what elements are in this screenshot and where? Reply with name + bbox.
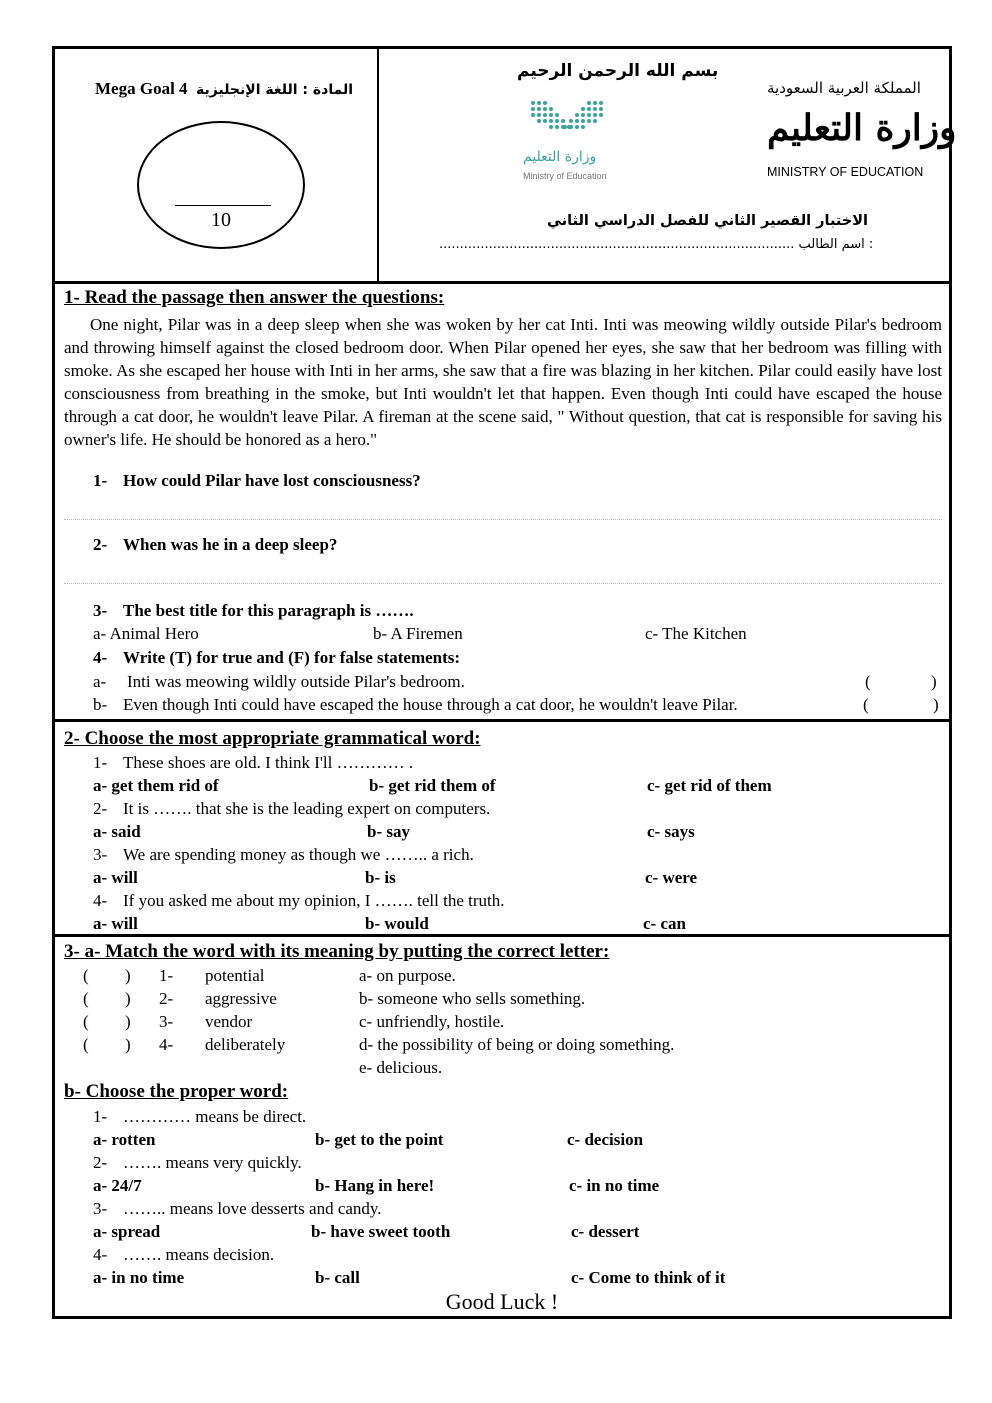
vocab-q1-option-b[interactable]: b- get to the point [315,1130,444,1149]
grammar-q3-number: 3- [93,845,108,864]
grammar-q3-option-c[interactable]: c- were [645,868,698,887]
vocab-q1-option-a[interactable]: a- rotten [93,1130,156,1149]
grammar-q1-option-c[interactable]: c- get rid of them [647,776,772,795]
section3a-heading: 3- a- Match the word with its meaning by putting the correct letter: [64,941,610,962]
match-meaning-c: c- unfriendly, hostile. [359,1012,505,1031]
q3-option-c[interactable]: c- The Kitchen [645,624,747,643]
q4-blank-b-open[interactable]: ( [863,695,869,714]
match3-paren-open[interactable]: ( [83,1012,89,1031]
vocab-q2-option-a[interactable]: a- 24/7 [93,1176,142,1195]
grammar-q2-number: 2- [93,799,108,818]
match-meaning-e: e- delicious. [359,1058,443,1077]
kingdom-title: المملكة العربية السعودية [767,79,921,97]
q4-statement-b: Even though Inti could have escaped the house through a cat door, he wouldn't leave Pilar. [123,695,738,714]
score-blank-line [175,205,271,206]
exam-frame [52,46,957,1319]
q3-option-a[interactable]: a- Animal Hero [93,624,199,643]
grammar-q1-option-a[interactable]: a- get them rid of [93,776,219,795]
match1-paren-close: ) [125,966,131,985]
logo-arabic-text: وزارة التعليم [523,149,597,165]
q3-option-b[interactable]: b- A Firemen [373,624,463,643]
student-name-dots: ...................................................................................... [439,237,795,252]
grammar-q1-text: These shoes are old. I think I'll ………… . [123,753,414,772]
grammar-q2-text: It is ……. that she is the leading expert on computers. [123,799,491,818]
subject-label: المادة : اللغة الإنجليزية [196,82,354,98]
q4-statement-a: Inti was meowing wildly outside Pilar's bedroom. [127,672,465,691]
match4-word: deliberately [205,1035,286,1054]
q3-text: The best title for this paragraph is ……. [123,601,414,620]
grammar-q3-option-a[interactable]: a- will [93,868,138,887]
q4-blank-a-open[interactable]: ( [865,672,871,691]
grammar-q2-option-b[interactable]: b- say [367,822,410,841]
score-panel [55,49,379,281]
section3b-heading: b- Choose the proper word: [64,1081,289,1102]
vocab-q3-option-b[interactable]: b- have sweet tooth [311,1222,451,1241]
match3-word: vendor [205,1012,253,1031]
section2-heading: 2- Choose the most appropriate grammatical word: [64,728,481,749]
vocab-q3-text: …….. means love desserts and candy. [123,1199,382,1218]
section-vocabulary [55,937,949,1319]
q1-answer-line[interactable] [64,519,942,520]
match-meaning-a: a- on purpose. [359,966,456,985]
quiz-title: الاختبار القصير الثاني للفصل الدراسي الثاني [547,213,869,229]
match-meaning-b: b- someone who sells something. [359,989,586,1008]
good-luck-message: Good Luck ! [445,1289,559,1314]
q1-number: 1- [93,471,108,490]
basmala: بسم الله الرحمن الرحيم [517,61,719,81]
vocab-q2-option-b[interactable]: b- Hang in here! [315,1176,435,1195]
section1-heading: 1- Read the passage then answer the questions: [64,287,445,308]
vocab-q3-number: 3- [93,1199,108,1218]
student-name-field[interactable] [439,237,873,252]
grammar-q4-option-c[interactable]: c- can [643,914,686,933]
grammar-q3-text: We are spending money as though we …….. a rich. [123,845,474,864]
vocab-q3-option-a[interactable]: a- spread [93,1222,161,1241]
exam-header [55,49,957,284]
ministry-english-title: MINISTRY OF EDUCATION [767,165,924,179]
vocab-q2-number: 2- [93,1153,108,1172]
subject-line [95,79,353,99]
q1-text: How could Pilar have lost consciousness? [123,471,421,490]
subject-course: Mega Goal 4 [95,79,188,98]
score-oval [137,121,305,249]
grammar-q2-option-a[interactable]: a- said [93,822,141,841]
grammar-q4-option-a[interactable]: a- will [93,914,138,933]
section-grammar [55,722,949,937]
vocab-q2-option-c[interactable]: c- in no time [569,1176,660,1195]
reading-passage: One night, Pilar was in a deep sleep when she was woken by her cat Inti. Inti was meowing wildly outside Pilar's bedroom and throwing himself against the closed bedroom door. When Pilar opened her eyes, she saw that her bedroom was filling with smoke. As she escaped her house with Inti in her arms, she saw that a fire was blazing in her kitchen. Pilar could easily have lost consciousness from breathing in the smoke, but Inti wouldn't let that happen. Even though Inti could have escaped the house through a cat door, he wouldn't leave Pilar. A fireman at the scene said, " Without question, that cat is responsible for saving his owner's life. He should be honored as a hero." [64,315,942,449]
score-total: 10 [211,209,231,231]
q4-statement-a-letter: a- [93,672,107,691]
vocab-q1-text: ………… means be direct. [123,1107,307,1126]
match2-paren-close: ) [125,989,131,1008]
vocab-q1-option-c[interactable]: c- decision [567,1130,644,1149]
q2-text: When was he in a deep sleep? [123,535,338,554]
moe-logo-dots-icon [527,99,607,143]
vocab-q1-number: 1- [93,1107,108,1126]
q2-number: 2- [93,535,108,554]
moe-logo [517,99,617,189]
q3-number: 3- [93,601,108,620]
grammar-q1-option-b[interactable]: b- get rid them of [369,776,496,795]
match4-paren-close: ) [125,1035,131,1054]
match1-number: 1- [159,966,174,985]
match2-word: aggressive [205,989,277,1008]
q4-statement-b-letter: b- [93,695,108,714]
vocab-q4-option-b[interactable]: b- call [315,1268,360,1287]
grammar-q2-option-c[interactable]: c- says [647,822,695,841]
q4-text: Write (T) for true and (F) for false statements: [123,648,461,667]
match1-word: potential [205,966,265,985]
logo-english-text: Ministry of Education [523,171,607,181]
match3-number: 3- [159,1012,174,1031]
match4-paren-open[interactable]: ( [83,1035,89,1054]
grammar-q1-number: 1- [93,753,108,772]
q4-blank-b-close: ) [933,695,939,714]
match3-paren-close: ) [125,1012,131,1031]
match1-paren-open[interactable]: ( [83,966,89,985]
q4-number: 4- [93,648,108,667]
vocab-q4-number: 4- [93,1245,108,1264]
vocab-q3-option-c[interactable]: c- dessert [571,1222,640,1241]
match2-number: 2- [159,989,174,1008]
q2-answer-line[interactable] [64,583,942,584]
vocab-q2-text: ……. means very quickly. [123,1153,302,1172]
grammar-q4-option-b[interactable]: b- would [365,914,429,933]
vocab-q4-option-a[interactable]: a- in no time [93,1268,185,1287]
section-reading [55,281,949,722]
grammar-q4-number: 4- [93,891,108,910]
match2-paren-open[interactable]: ( [83,989,89,1008]
grammar-q3-option-b[interactable]: b- is [365,868,396,887]
vocab-q4-option-c[interactable]: c- Come to think of it [571,1268,726,1287]
vocab-q4-text: ……. means decision. [123,1245,275,1264]
match4-number: 4- [159,1035,174,1054]
q4-blank-a-close: ) [931,672,937,691]
student-name-label: اسم الطالب : [798,237,874,252]
match-meaning-d: d- the possibility of being or doing something. [359,1035,675,1054]
ministry-arabic-title: وزارة التعليم [767,107,957,149]
grammar-q4-text: If you asked me about my opinion, I ……. tell the truth. [123,891,505,910]
